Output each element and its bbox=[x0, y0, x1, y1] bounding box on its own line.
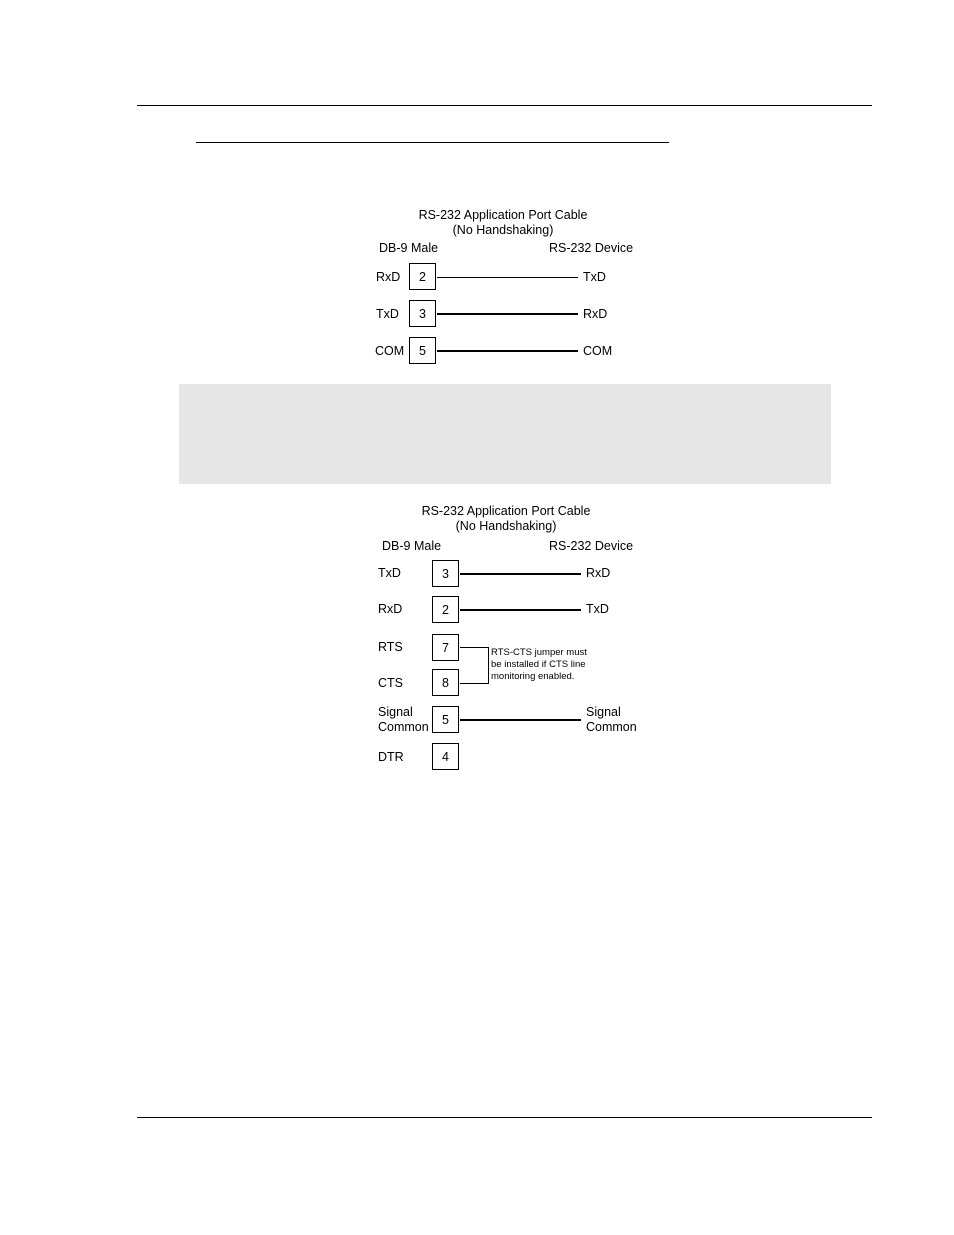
signal-label-left: TxD bbox=[376, 307, 399, 321]
wire bbox=[460, 573, 581, 575]
pin-box: 2 bbox=[409, 263, 436, 290]
signal-label-left: RxD bbox=[376, 270, 401, 284]
signal-label-right: RxD bbox=[586, 566, 611, 580]
signal-label-left: CTS bbox=[378, 676, 403, 690]
wire bbox=[437, 350, 578, 352]
pin-box: 2 bbox=[432, 596, 459, 623]
pin-box: 3 bbox=[432, 560, 459, 587]
jumper-note-line: RTS-CTS jumper must bbox=[491, 647, 587, 658]
signal-label-right: Signal bbox=[586, 705, 621, 719]
wire bbox=[460, 719, 581, 721]
signal-label-left: RTS bbox=[378, 640, 403, 654]
signal-label-right: TxD bbox=[583, 270, 606, 284]
signal-label-left: DTR bbox=[378, 750, 404, 764]
diagram-subtitle: (No Handshaking) bbox=[452, 223, 554, 237]
diagram-title: RS-232 Application Port Cable bbox=[418, 208, 588, 222]
signal-label-right: TxD bbox=[586, 602, 609, 616]
pin-box: 5 bbox=[409, 337, 436, 364]
wire bbox=[460, 609, 581, 611]
signal-label-left: Signal bbox=[378, 705, 413, 719]
signal-label-right-line2: Common bbox=[586, 720, 637, 734]
diagram-title: RS-232 Application Port Cable bbox=[421, 504, 591, 518]
pin-box: 7 bbox=[432, 634, 459, 661]
jumper-note-line: monitoring enabled. bbox=[491, 671, 575, 682]
note-box bbox=[179, 384, 831, 484]
right-header: RS-232 Device bbox=[549, 539, 634, 553]
right-header: RS-232 Device bbox=[549, 241, 634, 255]
signal-label-right: RxD bbox=[583, 307, 608, 321]
signal-label-left: RxD bbox=[378, 602, 403, 616]
signal-label-left-line2: Common bbox=[378, 720, 429, 734]
left-header: DB-9 Male bbox=[379, 241, 439, 255]
signal-label-right: COM bbox=[583, 344, 613, 358]
pin-box: 5 bbox=[432, 706, 459, 733]
wire bbox=[437, 277, 578, 278]
jumper-note-line: be installed if CTS line bbox=[491, 659, 586, 670]
diagram-subtitle: (No Handshaking) bbox=[455, 519, 557, 533]
header-rule bbox=[137, 105, 872, 106]
pin-box: 3 bbox=[409, 300, 436, 327]
footer-rule bbox=[137, 1117, 872, 1118]
left-header: DB-9 Male bbox=[382, 539, 442, 553]
pin-box: 8 bbox=[432, 669, 459, 696]
wire bbox=[437, 313, 578, 315]
pin-box: 4 bbox=[432, 743, 459, 770]
signal-label-left: TxD bbox=[378, 566, 401, 580]
section-heading-underline bbox=[196, 142, 669, 143]
jumper-bracket bbox=[460, 647, 489, 684]
signal-label-left: COM bbox=[375, 344, 405, 358]
